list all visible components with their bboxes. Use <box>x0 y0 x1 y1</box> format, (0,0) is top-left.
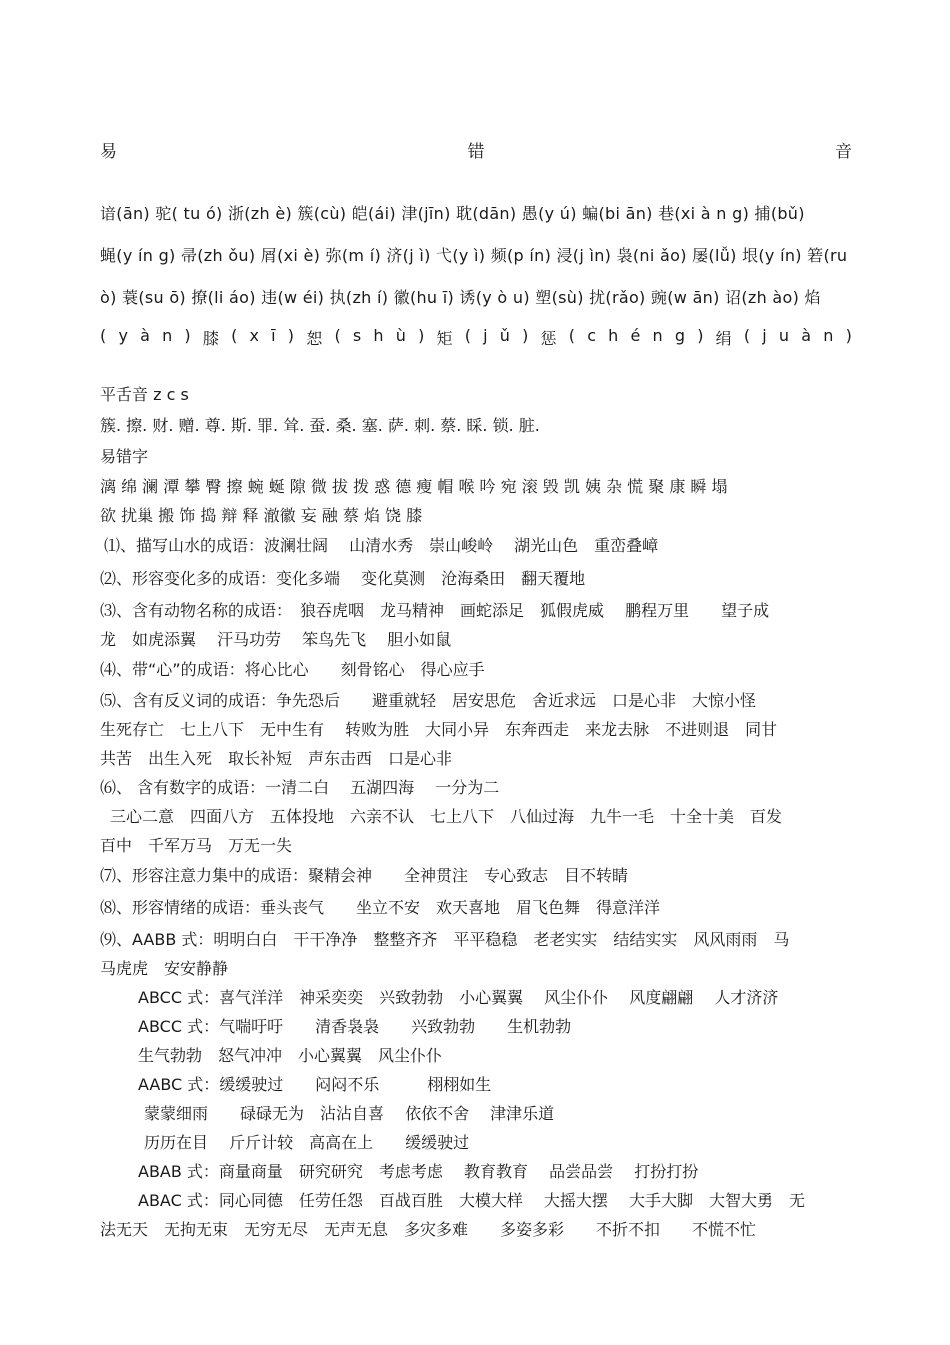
idiom-line: 马虎虎 安安静静 <box>100 959 229 978</box>
pinyin-glyph: ù <box>395 326 406 345</box>
pinyin-glyph: ( <box>464 326 471 345</box>
pinyin-glyph: s <box>352 326 362 345</box>
pinyin-glyph: c <box>587 326 596 345</box>
pinyin-line: ò) 蓑(su ō) 撩(li áo) 违(w éi) 执(zh í) 徽(hu ī) 诱(y ò u) 塑(sù) 扰(rǎo) 豌(w ān) 诏(zh ào) 焰 <box>100 288 821 307</box>
idiom-line: 历历在目 斤斤计较 高高在上 缓缓驶过 <box>144 1133 470 1152</box>
idiom-line: ⑴、描写山水的成语：波澜壮阔 山清水秀 崇山峻岭 湖光山色 重峦叠嶂 <box>104 536 659 555</box>
pinyin-glyph: ) <box>522 326 529 345</box>
idiom-line: ⑶、含有动物名称的成语： 狼吞虎咽 龙马精神 画蛇添足 狐假虎威 鹏程万里 望子成 <box>100 601 770 620</box>
pinyin-glyph: ) <box>418 326 425 345</box>
pinyin-glyph: ) <box>184 326 191 345</box>
idiom-line: ⑻、形容情绪的成语：垂头丧气 坐立不安 欢天喜地 眉飞色舞 得意洋洋 <box>100 898 661 917</box>
idiom-line: 蒙蒙细雨 碌碌无为 沾沾自喜 依依不舍 津津乐道 <box>144 1104 555 1123</box>
pinyin-glyph: ) <box>697 326 704 345</box>
pinyin-glyph: é <box>630 326 641 345</box>
pinyin-glyph: h <box>608 326 619 345</box>
pinyin-glyph: n <box>162 326 173 345</box>
pinyin-glyph: j <box>483 326 488 345</box>
title-char-3: 音 <box>835 142 852 162</box>
pinyin-glyph: ( <box>743 326 751 345</box>
pinyin-glyph: ī <box>271 326 276 345</box>
flat-tongue-chars: 簇. 擦. 财. 赠. 尊. 斯. 罪. 耸. 蚕. 桑. 塞. 萨. 刺. 蔡. 睬. 锁. 脏. <box>100 416 540 435</box>
idiom-line: ⑺、形容注意力集中的成语：聚精会神 全神贯注 专心致志 目不转睛 <box>100 866 629 885</box>
pinyin-glyph: ǔ <box>499 326 510 345</box>
idiom-line: ⑼、AABB 式：明明白白 干干净净 整整齐齐 平平稳稳 老老实实 结结实实 风风雨雨 马 <box>100 930 790 949</box>
pinyin-glyph: n <box>823 326 834 345</box>
pinyin-glyph: 矩 <box>436 329 453 348</box>
idiom-line: ⑸、含有反义词的成语：争先恐后 避重就轻 居安思危 舍近求远 口是心非 大惊小怪 <box>100 691 757 710</box>
idiom-line: ABCC 式：气喘吁吁 清香袅袅 兴致勃勃 生机勃勃 <box>138 1017 572 1036</box>
idiom-line: 共苦 出生入死 取长补短 声东击西 口是心非 <box>100 749 453 768</box>
pinyin-glyph: ( <box>100 326 107 345</box>
pinyin-glyph: y <box>118 326 128 345</box>
idiom-line: 百中 千军万马 万无一失 <box>100 836 293 855</box>
pinyin-line: 谙(ān) 驼( tu ó) 浙(zh è) 簇(cù) 皑(ái) 津(jīn) 耽(dān) 愚(y ú) 蝙(bi ān) 巷(xi à n g) 捕(bǔ) <box>100 204 805 223</box>
typo-chars-line: 欲 扰巢 搬 饰 捣 辩 释 澈徽 妄 融 蔡 焰 饶 膝 <box>100 506 423 525</box>
idiom-line: ⑷、带“心”的成语：将心比心 刻骨铭心 得心应手 <box>100 660 485 679</box>
pinyin-glyph: n <box>652 326 663 345</box>
pinyin-glyph: h <box>373 326 384 345</box>
pinyin-glyph: ( <box>334 326 341 345</box>
pinyin-glyph: ( <box>231 326 238 345</box>
flat-tongue-heading: 平舌音 z c s <box>100 385 189 404</box>
title-char-1: 易 <box>100 142 117 162</box>
pinyin-line: 蝇(y ín g) 帚(zh ǒu) 屑(xi è) 弥(m í) 济(j ì) 弋(y ì) 频(p ín) 浸(j ìn) 袅(ni ǎo) 屡(lǚ) 垠(y ín) 箬(ru <box>100 246 848 265</box>
pinyin-glyph: 绢 <box>715 329 732 348</box>
pinyin-glyph: 膝 <box>202 329 219 348</box>
title-char-2: 错 <box>467 142 485 162</box>
pinyin-glyph: j <box>762 326 767 345</box>
idiom-line: ⑵、形容变化多的成语：变化多端 变化莫测 沧海桑田 翻天覆地 <box>100 569 586 588</box>
pinyin-glyph: 恕 <box>306 329 323 348</box>
pinyin-glyph: ) <box>287 326 295 345</box>
idiom-line: ABAC 式：同心同德 任劳任怨 百战百胜 大模大样 大摇大摆 大手大脚 大智大勇 无 <box>138 1191 806 1210</box>
idiom-line: 龙 如虎添翼 汗马功劳 笨鸟先飞 胆小如鼠 <box>100 630 452 649</box>
typo-chars-line: 漓 绵 澜 潭 攀 臀 擦 蜿 蜒 隙 微 拔 拨 惑 德 瘦 帽 喉 吟 宛 滚 毁 凯 姨 杂 慌 聚 康 瞬 塌 <box>100 477 728 496</box>
pinyin-glyph: ( <box>568 326 575 345</box>
pinyin-glyph: u <box>778 326 790 345</box>
idiom-line: ABAB 式：商量商量 研究研究 考虑考虑 教育教育 品尝品尝 打扮打扮 <box>138 1162 699 1181</box>
idiom-line: ⑹、 含有数字的成语：一清二白 五湖四海 一分为二 <box>100 778 500 797</box>
idiom-line: ABCC 式：喜气洋洋 神采奕奕 兴致勃勃 小心翼翼 风尘仆仆 风度翩翩 人才济济 <box>138 988 779 1007</box>
pinyin-glyph: x <box>249 326 259 345</box>
pinyin-glyph: ) <box>845 326 852 345</box>
idiom-line: 三心二意 四面八方 五体投地 六亲不认 七上八下 八仙过海 九牛一毛 十全十美 百发 <box>110 807 783 826</box>
pinyin-glyph: à <box>801 326 812 345</box>
typo-heading: 易错字 <box>100 447 149 466</box>
pinyin-glyph: g <box>674 326 686 345</box>
idiom-line: 生气勃勃 怒气冲冲 小心翼翼 风尘仆仆 <box>138 1046 443 1065</box>
pinyin-glyph: 惩 <box>540 329 557 348</box>
idiom-line: 法无天 无拘无束 无穷无尽 无声无息 多灾多难 多姿多彩 不折不扣 不慌不忙 <box>100 1220 757 1239</box>
idiom-line: AABC 式：缓缓驶过 闷闷不乐 栩栩如生 <box>138 1075 492 1094</box>
idiom-line: 生死存亡 七上八下 无中生有 转败为胜 大同小异 东奔西走 来龙去脉 不进则退 同甘 <box>100 720 778 739</box>
pinyin-glyph: à <box>140 326 150 345</box>
pinyin-line-spaced <box>100 326 852 349</box>
page-title <box>100 137 852 162</box>
